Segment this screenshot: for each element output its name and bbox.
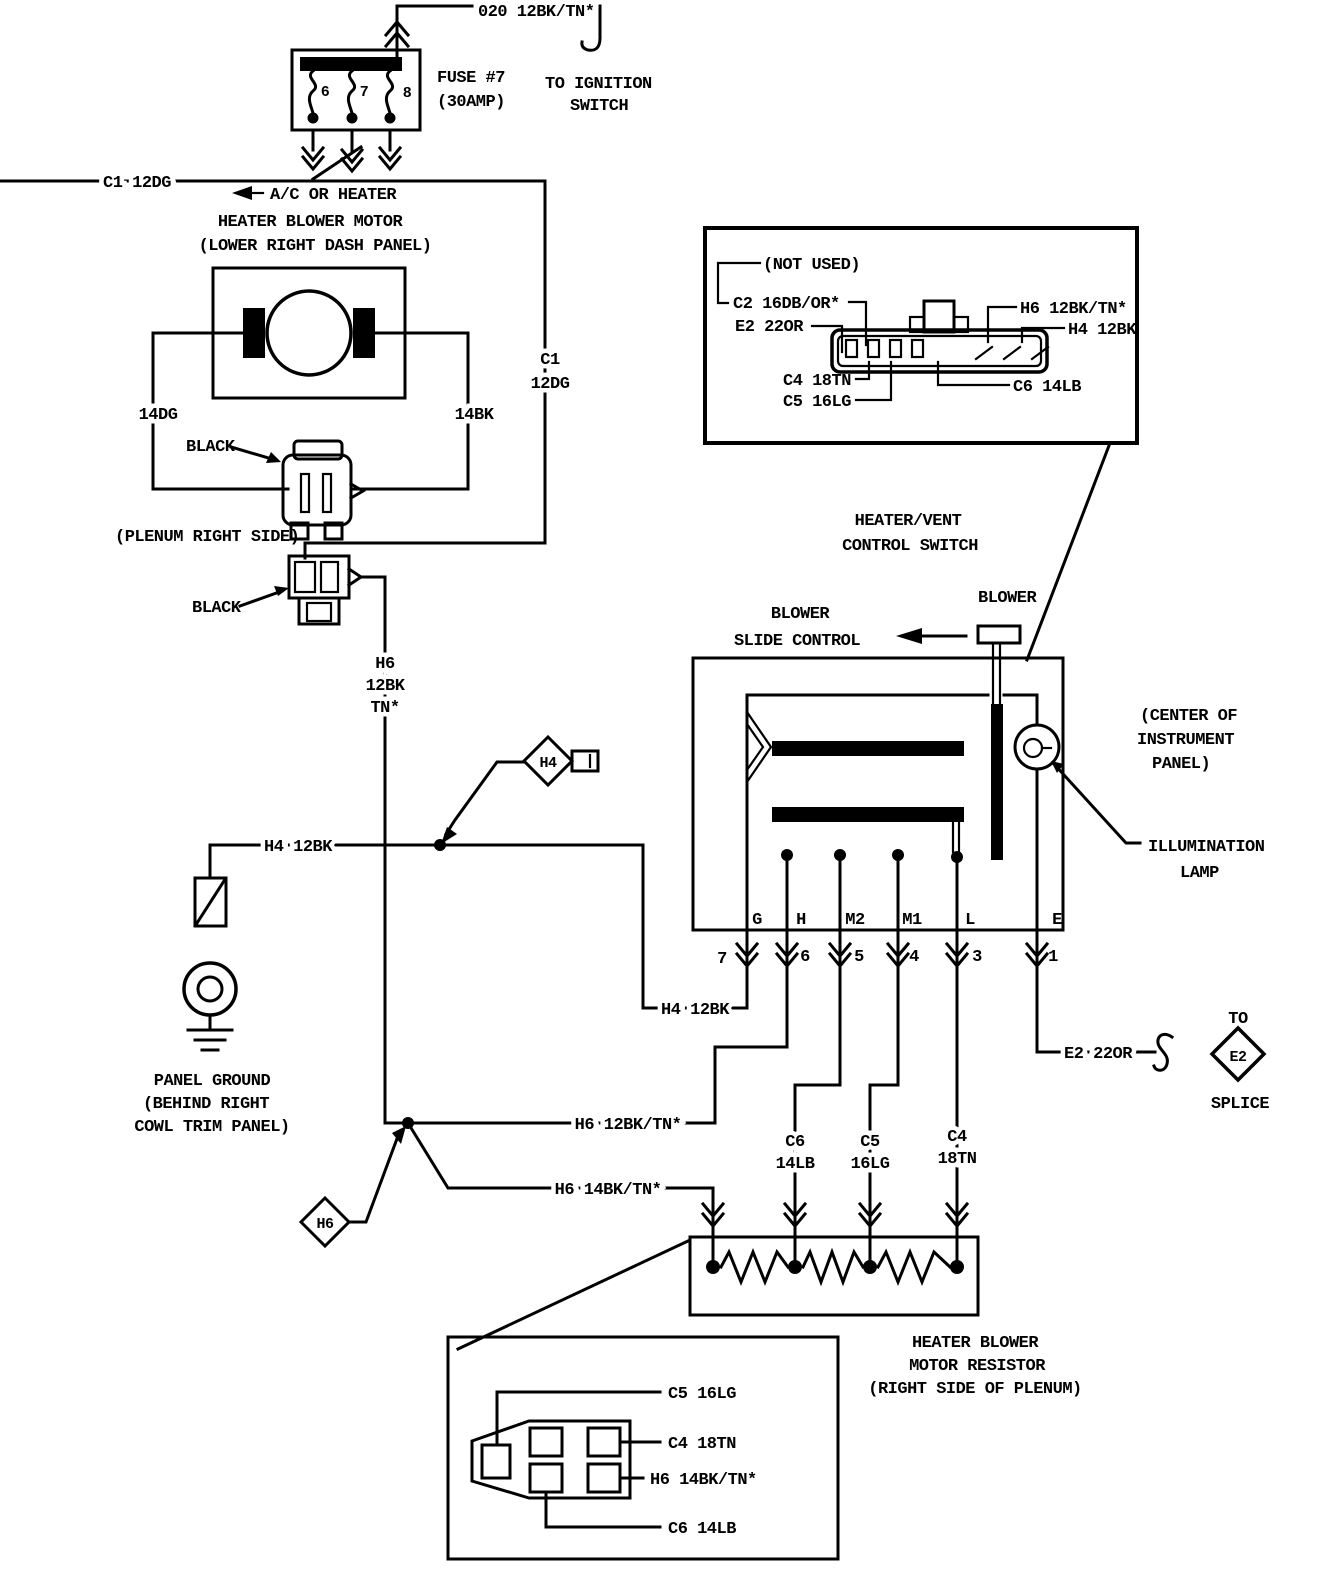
detail-callout-line (458, 1241, 688, 1349)
terminal-slot (588, 1464, 620, 1492)
leader-arrowhead-icon (392, 1126, 406, 1144)
terminal-M1: M1 (902, 911, 922, 930)
contact-dot (834, 849, 846, 861)
bottom-c5-label: C5 16LG (668, 1385, 736, 1404)
left-arrow-icon (896, 628, 922, 644)
switch-connector-detail-box (705, 228, 1137, 660)
terminal-slot (912, 340, 923, 357)
black-leader-2 (240, 591, 282, 606)
fuse-area (292, 3, 652, 171)
connector-body (283, 455, 351, 525)
h6-tag-leader (349, 1136, 398, 1222)
connector-tab-inner (307, 603, 331, 621)
pin-1: 1 (1048, 948, 1058, 967)
fuse-element-7 (348, 71, 354, 113)
contact-bar-2 (772, 807, 964, 822)
c5-run (870, 930, 898, 1240)
illumination-label-2: LAMP (1180, 864, 1219, 883)
resistor-connector-detail-box (448, 1337, 838, 1559)
connector-face-tab (924, 301, 954, 332)
h6-drop-label-2: 12BK (365, 677, 405, 696)
terminal-E: E (1052, 911, 1062, 930)
to-label: TO (1228, 1010, 1248, 1029)
resistor-terminal (788, 1260, 802, 1274)
bottom-c6-label: C6 14LB (668, 1520, 736, 1539)
terminal-slot (482, 1445, 510, 1478)
c6-label-2: 14LB (775, 1155, 815, 1174)
resistor-feeds (703, 930, 977, 1240)
terminal-slot (890, 340, 901, 357)
terminal-slot (530, 1464, 562, 1492)
c1-vert-label-1: C1 (540, 351, 560, 370)
panel-ground-label-1: PANEL GROUND (153, 1072, 271, 1091)
fuse-dot (385, 113, 396, 124)
h4-tag-leader (446, 762, 524, 834)
resistor-title-1: HEATER BLOWER (911, 1334, 1039, 1353)
pin-7: 7 (717, 950, 727, 969)
splice-label: SPLICE (1210, 1095, 1270, 1114)
fuse-name-label: FUSE #7 (437, 69, 505, 88)
ground-eyelet-outer (184, 963, 236, 1015)
contact-bar-1 (772, 741, 964, 756)
c6-label-1: C6 (785, 1133, 805, 1152)
c4-label-1: C4 (947, 1128, 967, 1147)
terminal-L: L (965, 911, 975, 930)
connector-key (351, 484, 363, 498)
feed-wire (0, 147, 570, 558)
motor-brush-left (243, 308, 265, 358)
pin-6: 6 (800, 948, 810, 967)
motor-title-2: (LOWER RIGHT DASH PANEL) (198, 237, 432, 256)
control-switch (693, 512, 1265, 930)
lamp-filament (1024, 739, 1042, 757)
contact-dot (951, 851, 963, 863)
c5-label-1: C5 (860, 1133, 880, 1152)
terminal-slant-slots (976, 347, 1048, 359)
c6-run (795, 930, 840, 1240)
fuse-pin-6: 6 (320, 84, 330, 101)
h6-drop-label-3: TN* (370, 699, 400, 718)
c5-label: C5 16LG (783, 393, 851, 412)
c5-leader (497, 1392, 660, 1445)
center-of-label-3: PANEL) (1152, 755, 1211, 774)
ground-eyelet-inner (198, 977, 222, 1001)
fuse-amp-label: (30AMP) (437, 93, 505, 112)
c5-leader (856, 362, 891, 400)
resistor-terminal (950, 1260, 964, 1274)
h6-12bk-label: H6 12BK/TN* (574, 1116, 682, 1135)
fuse-pin-8: 8 (402, 85, 412, 102)
leader-arrowhead-icon (441, 827, 457, 844)
slider-knob[interactable] (978, 626, 1020, 643)
pin-5: 5 (854, 948, 864, 967)
h4-ground-circuit (134, 737, 747, 1137)
down-arrow-icon (303, 130, 323, 169)
blower-label: BLOWER (978, 589, 1037, 608)
wire-label-020: 020 12BK/TN* (478, 3, 595, 22)
resistor-element-icon (803, 1252, 863, 1282)
illumination-label-1: ILLUMINATION (1148, 838, 1265, 857)
contact-bar-hook (953, 822, 959, 852)
terminal-H: H (796, 911, 806, 930)
h4-wire-label-2: H4 12BK (661, 1001, 729, 1020)
slider-stem (993, 643, 1000, 706)
terminal-slot (588, 1428, 620, 1456)
e2-wire-label: E2 22OR (1064, 1045, 1132, 1064)
slider-track-bar (991, 704, 1003, 860)
black-label-1: BLACK (186, 438, 235, 457)
wire-break-hook-icon (1154, 1034, 1172, 1070)
h6-label: H6 12BK/TN* (1020, 300, 1127, 319)
contact-dot (781, 849, 793, 861)
down-arrow-icon (380, 130, 400, 169)
left-arrow-icon (232, 186, 252, 200)
e2-tag-label: E2 (1229, 1049, 1247, 1066)
wiper-contact-icon (747, 712, 771, 782)
connector-key (349, 569, 361, 585)
black-label-2: BLACK (192, 599, 241, 618)
pin-3: 3 (972, 948, 982, 967)
resistor-title-3: (RIGHT SIDE OF PLENUM) (868, 1380, 1082, 1399)
h4-tag-label: H4 (539, 755, 557, 772)
terminal-G: G (752, 911, 762, 930)
terminal-slot (868, 340, 879, 357)
ac-or-heater-label: A/C OR HEATER (270, 186, 397, 205)
e2-splice (1037, 930, 1269, 1114)
c1-vert-label-2: 12DG (530, 375, 570, 394)
resistor-terminal (706, 1260, 720, 1274)
panel-ground-label-3: COWL TRIM PANEL) (134, 1118, 290, 1137)
pin-4: 4 (909, 948, 919, 967)
c4-label: C4 18TN (783, 372, 851, 391)
connector-slot (301, 474, 309, 512)
fuse-dot (347, 113, 358, 124)
connector-slot (295, 562, 315, 592)
terminal-slot (530, 1428, 562, 1456)
ground-screw-slash (197, 881, 224, 923)
fuse-bus-bar (300, 57, 402, 71)
terminal-M2: M2 (845, 911, 865, 930)
h4-label: H4 12BK (1068, 321, 1136, 340)
to-ignition-label-2: SWITCH (570, 97, 629, 116)
lamp-callout-line (1054, 764, 1140, 843)
motor-title-1: HEATER BLOWER MOTOR (217, 213, 403, 232)
wire-label-14dg: 14DG (138, 406, 178, 425)
fuse-dot (308, 113, 319, 124)
h6-drop-label-1: H6 (375, 655, 395, 674)
terminal-slot (846, 340, 857, 357)
resistor-outline (690, 1237, 978, 1315)
connector-slot (323, 474, 331, 512)
h4-wire-label: H4 12BK (264, 838, 332, 857)
switch-title-2: CONTROL SWITCH (842, 537, 978, 556)
c6-label: C6 14LB (1013, 378, 1081, 397)
motor-armature (267, 291, 351, 375)
h6-tag-label: H6 (316, 1216, 334, 1233)
h6-circuit (301, 930, 787, 1246)
fuse-element-8 (386, 71, 392, 113)
h4-tag-pin (572, 751, 598, 771)
ground-symbol-icon (188, 1015, 232, 1050)
plenum-label: (PLENUM RIGHT SIDE) (115, 528, 300, 547)
panel-ground-label-2: (BEHIND RIGHT (142, 1095, 270, 1114)
connector-slot (321, 562, 338, 592)
bottom-c4-label: C4 18TN (668, 1435, 736, 1454)
contact-dot (892, 849, 904, 861)
detail-callout-line (1027, 443, 1110, 660)
motor-brush-right (353, 308, 375, 358)
c4-label-2: 18TN (937, 1150, 977, 1169)
switch-title-1: HEATER/VENT (854, 512, 962, 531)
wire-label-c1: C1 12DG (103, 174, 171, 193)
fuse-pin-7: 7 (359, 84, 369, 101)
to-ignition-label-1: TO IGNITION (545, 75, 652, 94)
fuse-element-6 (309, 71, 315, 113)
center-of-label-2: INSTRUMENT (1137, 731, 1235, 750)
h4-wire-run (210, 845, 747, 1008)
slide-control-label-1: BLOWER (770, 605, 830, 624)
c2-leader (849, 302, 866, 345)
resistor-terminal (863, 1260, 877, 1274)
slide-control-label-2: SLIDE CONTROL (733, 632, 861, 651)
not-used-label: (NOT USED) (763, 256, 861, 275)
down-arrow-icon (342, 130, 362, 171)
resistor-element-icon (878, 1252, 950, 1282)
resistor-block (458, 1237, 1082, 1399)
bottom-h6-label: H6 14BK/TN* (650, 1471, 757, 1490)
h6-14bk-label: H6 14BK/TN* (554, 1181, 662, 1200)
switch-pins (717, 944, 1058, 969)
black-leader-1 (231, 447, 272, 459)
wire-label-14bk: 14BK (454, 406, 494, 425)
c2-label: C2 16DB/OR* (733, 295, 840, 314)
resistor-element-icon (721, 1252, 788, 1282)
resistor-title-2: MOTOR RESISTOR (909, 1357, 1045, 1376)
center-of-label-1: (CENTER OF (1140, 707, 1238, 726)
c5-label-2: 16LG (850, 1155, 890, 1174)
e2-label: E2 22OR (735, 318, 803, 337)
